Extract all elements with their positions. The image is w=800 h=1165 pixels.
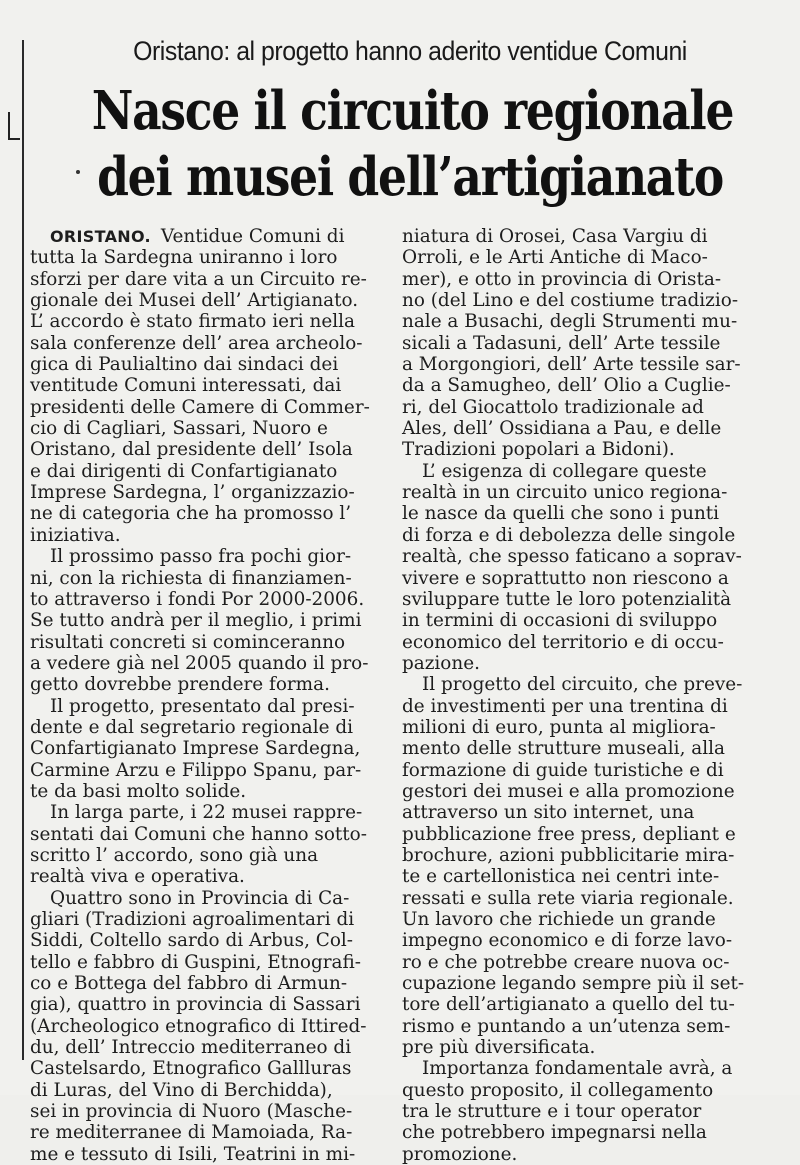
article-text: Il progetto, presentato dal presi-: [50, 695, 355, 717]
article-text: brochure, azioni pubblicitarie mira-: [402, 844, 735, 866]
article-text: Un lavoro che richiede un grande: [402, 909, 716, 930]
article-text-line: [30, 717, 392, 738]
article-text: L’ esigenza di collegare queste: [422, 460, 707, 482]
article-text: In larga parte, i 22 musei rappre-: [50, 802, 363, 824]
article-text: gliari (Tradizioni agroalimentari di: [30, 909, 355, 930]
article-text-line: [402, 375, 764, 396]
article-text: sei in provincia di Nuoro (Masche-: [30, 1101, 353, 1123]
article-text: tello e fabbro di Guspini, Etnografi-: [30, 951, 361, 973]
article-text-line: [30, 333, 392, 354]
article-text-line: [30, 888, 392, 909]
article-text-line: [402, 290, 764, 311]
article-text-line: [30, 632, 392, 653]
article-text-line: [30, 674, 392, 695]
article-text-line: [30, 802, 392, 823]
article-text-line: [402, 674, 764, 695]
article-text: te da basi molto solide.: [30, 780, 247, 802]
article-text: da a Samugheo, dell’ Olio a Cuglie-: [402, 375, 731, 397]
article-text: questo proposito, il collegamento: [402, 1079, 714, 1101]
article-text: re mediterranee di Mamoiada, Ra-: [30, 1122, 353, 1144]
article-text: ro e che potrebbe creare nuova oc-: [402, 951, 730, 973]
article-text: cio di Cagliari, Sassari, Nuoro e: [30, 418, 328, 440]
article-text: economico del territorio e di occu-: [402, 631, 724, 653]
article-text: niatura di Orosei, Casa Vargiu di: [402, 226, 708, 247]
article-text-line: [30, 909, 392, 930]
article-text-line: [30, 290, 392, 311]
article-text: realtà in un circuito unico regiona-: [402, 482, 728, 504]
article-text-line: [30, 696, 392, 717]
article-text-line: [402, 696, 764, 717]
article-text: risultati concreti si cominceranno: [30, 631, 346, 653]
article-text: dente e dal segretario regionale di: [30, 716, 354, 738]
article-text: Imprese Sardegna, l’ organizzazio-: [30, 482, 355, 504]
article-text-line: [402, 269, 764, 290]
article-text: a Morgongiori, dell’ Arte tessile sar-: [402, 354, 741, 376]
article-text: rismo e puntando a un’utenza sem-: [402, 1015, 731, 1037]
article-text: Carmine Arzu e Filippo Spanu, par-: [30, 759, 362, 781]
article-text-line: [30, 482, 392, 503]
article-text: L’ accordo è stato firmato ieri nella: [30, 311, 355, 333]
article-text: co e Bottega del fabbro di Armun-: [30, 973, 348, 995]
article-text-line: [402, 1144, 764, 1165]
article-text: tra le strutture e i tour operator: [402, 1101, 702, 1123]
article-text: scritto l’ accordo, sono già una: [30, 844, 319, 866]
margin-mark: [8, 112, 20, 140]
article-text-line: [402, 247, 764, 268]
article-text-line: [402, 653, 764, 674]
article-text: sforzi per dare vita a un Circuito re-: [30, 268, 367, 290]
article-text-line: [30, 845, 392, 866]
article-text-line: [30, 738, 392, 759]
article-text-line: [30, 610, 392, 631]
article-text: attraverso un sito internet, una: [402, 802, 695, 824]
article-text: no (del Lino e del costiume tradizio-: [402, 290, 739, 312]
article-text: gia), quattro in provincia di Sassari: [30, 994, 361, 1016]
article-text-line: [402, 354, 764, 375]
article-text-line: [30, 1058, 392, 1079]
article-text-line: [30, 1122, 392, 1143]
article-text-line: [30, 653, 392, 674]
article-text: Oristano, dal presidente dell’ Isola: [30, 439, 353, 461]
article-text-line: [402, 333, 764, 354]
article-text: di Luras, del Vino di Berchidda),: [30, 1079, 333, 1101]
article-text: Orroli, e le Arti Antiche di Maco-: [402, 247, 708, 269]
article-text: sviluppare tutte le loro potenzialità: [402, 588, 732, 610]
article-text-line: [402, 632, 764, 653]
article-text: du, dell’ Intreccio mediterraneo di: [30, 1037, 352, 1059]
article-text-line: [30, 375, 392, 396]
article-text-line: [30, 1144, 392, 1165]
article-text: Tradizioni popolari a Bidoni).: [402, 439, 675, 461]
article-text-line: [402, 952, 764, 973]
article-text: Ales, dell’ Ossidiana a Pau, e delle: [402, 418, 722, 440]
article-text: sala conferenze dell’ area archeolo-: [30, 332, 363, 354]
article-text: ni, con la richiesta di finanziamen-: [30, 567, 352, 589]
article-text-line: [30, 930, 392, 951]
article-text-line: [402, 397, 764, 418]
article-text: gionale dei Musei dell’ Artigianato.: [30, 290, 359, 312]
article-column-right: [402, 226, 764, 1165]
article-text: Confartigianato Imprese Sardegna,: [30, 738, 361, 760]
article-text: sicali a Tadasuni, dell’ Arte tessile: [402, 332, 721, 354]
article-text: nale a Busachi, degli Strumenti mu-: [402, 311, 738, 333]
article-text-line: [402, 888, 764, 909]
article-text: in termini di occasioni di sviluppo: [402, 610, 718, 632]
article-text-line: [402, 1080, 764, 1101]
article-text: presidenti delle Camere di Commer-: [30, 396, 370, 418]
article-text-line: [30, 418, 392, 439]
article-text-line: [30, 824, 392, 845]
article-text-line: [402, 1037, 764, 1058]
article-text-line: [30, 1037, 392, 1058]
article-text: ne di categoria che ha promosso l’: [30, 503, 352, 525]
article-text-line: [30, 397, 392, 418]
article-text: tutta la Sardegna uniranno i loro: [30, 247, 338, 269]
article-text: vivere e soprattutto non riescono a: [402, 567, 729, 589]
article-text: cupazione legando sempre più il set-: [402, 973, 745, 995]
article-text: di forza e di debolezza delle singole: [402, 524, 736, 546]
article-text-line: [402, 589, 764, 610]
article-text: Il progetto del circuito, che preve-: [422, 674, 743, 696]
article-text: promozione.: [402, 1143, 518, 1165]
article-text: mer), e otto in provincia di Orista-: [402, 268, 722, 290]
article-text-line: [30, 973, 392, 994]
article-text-line: [402, 503, 764, 524]
article-text-line: [402, 802, 764, 823]
column-rule: [22, 40, 24, 1060]
article-text: de investimenti per una trentina di: [402, 695, 728, 717]
article-text-line: [30, 439, 392, 460]
article-kicker: Oristano: al progetto hanno aderito ventidue Comuni: [133, 36, 687, 66]
article-text-line: [402, 760, 764, 781]
article-text: pre più diversificata.: [402, 1037, 596, 1059]
dateline: ORISTANO.: [50, 227, 151, 246]
article-text-line: [402, 439, 764, 460]
article-text-line: [402, 909, 764, 930]
article-text: Ventidue Comuni di: [160, 226, 345, 247]
article-text-line: [30, 760, 392, 781]
article-text: pubblicazione free press, depliant e: [402, 823, 736, 845]
article-text: te e cartellonistica nei centri inte-: [402, 866, 720, 888]
article-text: Siddi, Coltello sardo di Arbus, Col-: [30, 930, 354, 952]
article-text-line: [402, 610, 764, 631]
article-text: ressati e sulla rete viaria regionale.: [402, 887, 734, 909]
headline-line: dei musei dell’artigianato: [97, 146, 723, 208]
article-text: Castelsardo, Etnografico Gallluras: [30, 1058, 352, 1080]
article-text: sentati dai Comuni che hanno sotto-: [30, 823, 367, 845]
article-text-line: [30, 1101, 392, 1122]
headline-line: Nasce il circuito regionale: [91, 80, 734, 142]
article-text: gica di Paulialtino dai sindaci dei: [30, 354, 339, 376]
article-text-line: [402, 845, 764, 866]
article-text: milioni di euro, punta al migliora-: [402, 716, 716, 738]
article-text: getto dovrebbe prendere forma.: [30, 674, 330, 696]
article-text-line: [402, 1058, 764, 1079]
article-text-line: [30, 1016, 392, 1037]
article-text-line: [30, 461, 392, 482]
article-text: (Archeologico etnografico di Ittired-: [30, 1015, 367, 1037]
article-text: realtà viva e operativa.: [30, 866, 245, 888]
article-text-line: [30, 589, 392, 610]
article-text: Il prossimo passo fra pochi gior-: [50, 546, 352, 568]
article-text: le nasce da quelli che sono i punti: [402, 503, 720, 525]
article-text-line: [30, 226, 392, 247]
article-text-line: [402, 311, 764, 332]
article-text-line: [30, 952, 392, 973]
article-text-line: [30, 354, 392, 375]
article-text-line: [402, 717, 764, 738]
article-text: Se tutto andrà per il meglio, i primi: [30, 610, 362, 632]
article-text-line: [402, 1016, 764, 1037]
article-text: che potrebbero impegnarsi nella: [402, 1122, 707, 1144]
article-text: to attraverso i fondi Por 2000-2006.: [30, 588, 365, 610]
article-text-line: [402, 546, 764, 567]
article-text-line: [402, 568, 764, 589]
article-text-line: [30, 994, 392, 1015]
article-text-line: [30, 568, 392, 589]
article-text-line: [402, 866, 764, 887]
article-text: iniziativa.: [30, 524, 121, 546]
article-text: impegno economico e di forze lavo-: [402, 930, 733, 952]
article-text-line: [30, 781, 392, 802]
article-text-line: [402, 525, 764, 546]
article-text: Importanza fondamentale avrà, a: [422, 1058, 733, 1080]
article-text: pazione.: [402, 652, 480, 674]
article-text-line: [402, 226, 764, 247]
article-text: Quattro sono in Provincia di Ca-: [50, 887, 350, 909]
article-text-line: [30, 503, 392, 524]
article-column-left: [30, 226, 392, 1165]
article-text: tore dell’artigianato a quello del tu-: [402, 994, 735, 1016]
article-text-line: [30, 247, 392, 268]
article-text: mento delle strutture museali, alla: [402, 738, 725, 760]
article-text-line: [402, 930, 764, 951]
article-text: ri, del Giocattolo tradizionale ad: [402, 396, 704, 418]
article-text-line: [402, 482, 764, 503]
article-text-line: [402, 994, 764, 1015]
article-text: e dai dirigenti di Confartigianato: [30, 460, 338, 482]
article-text-line: [30, 866, 392, 887]
article-text-line: [402, 824, 764, 845]
article-text: a vedere già nel 2005 quando il pro-: [30, 652, 369, 674]
article-text-line: [30, 269, 392, 290]
article-text: formazione di guide turistiche e di: [402, 759, 724, 781]
article-text-line: [402, 781, 764, 802]
article-text-line: [30, 1080, 392, 1101]
article-text-line: [402, 973, 764, 994]
article-text-line: [402, 461, 764, 482]
article-text-line: [402, 1101, 764, 1122]
article-text-line: [30, 546, 392, 567]
article-text-line: [30, 311, 392, 332]
article-headline: [40, 78, 780, 210]
article-text-line: [402, 418, 764, 439]
article-text-line: [402, 738, 764, 759]
article-text: me e tessuto di Isili, Teatrini in mi-: [30, 1143, 356, 1165]
article-text-line: [402, 1122, 764, 1143]
article-text: realtà, che spesso faticano a soprav-: [402, 546, 742, 568]
article-text: ventitude Comuni interessati, dai: [30, 375, 342, 397]
article-text: gestori dei musei e alla promozione: [402, 780, 735, 802]
article-text-line: [30, 525, 392, 546]
